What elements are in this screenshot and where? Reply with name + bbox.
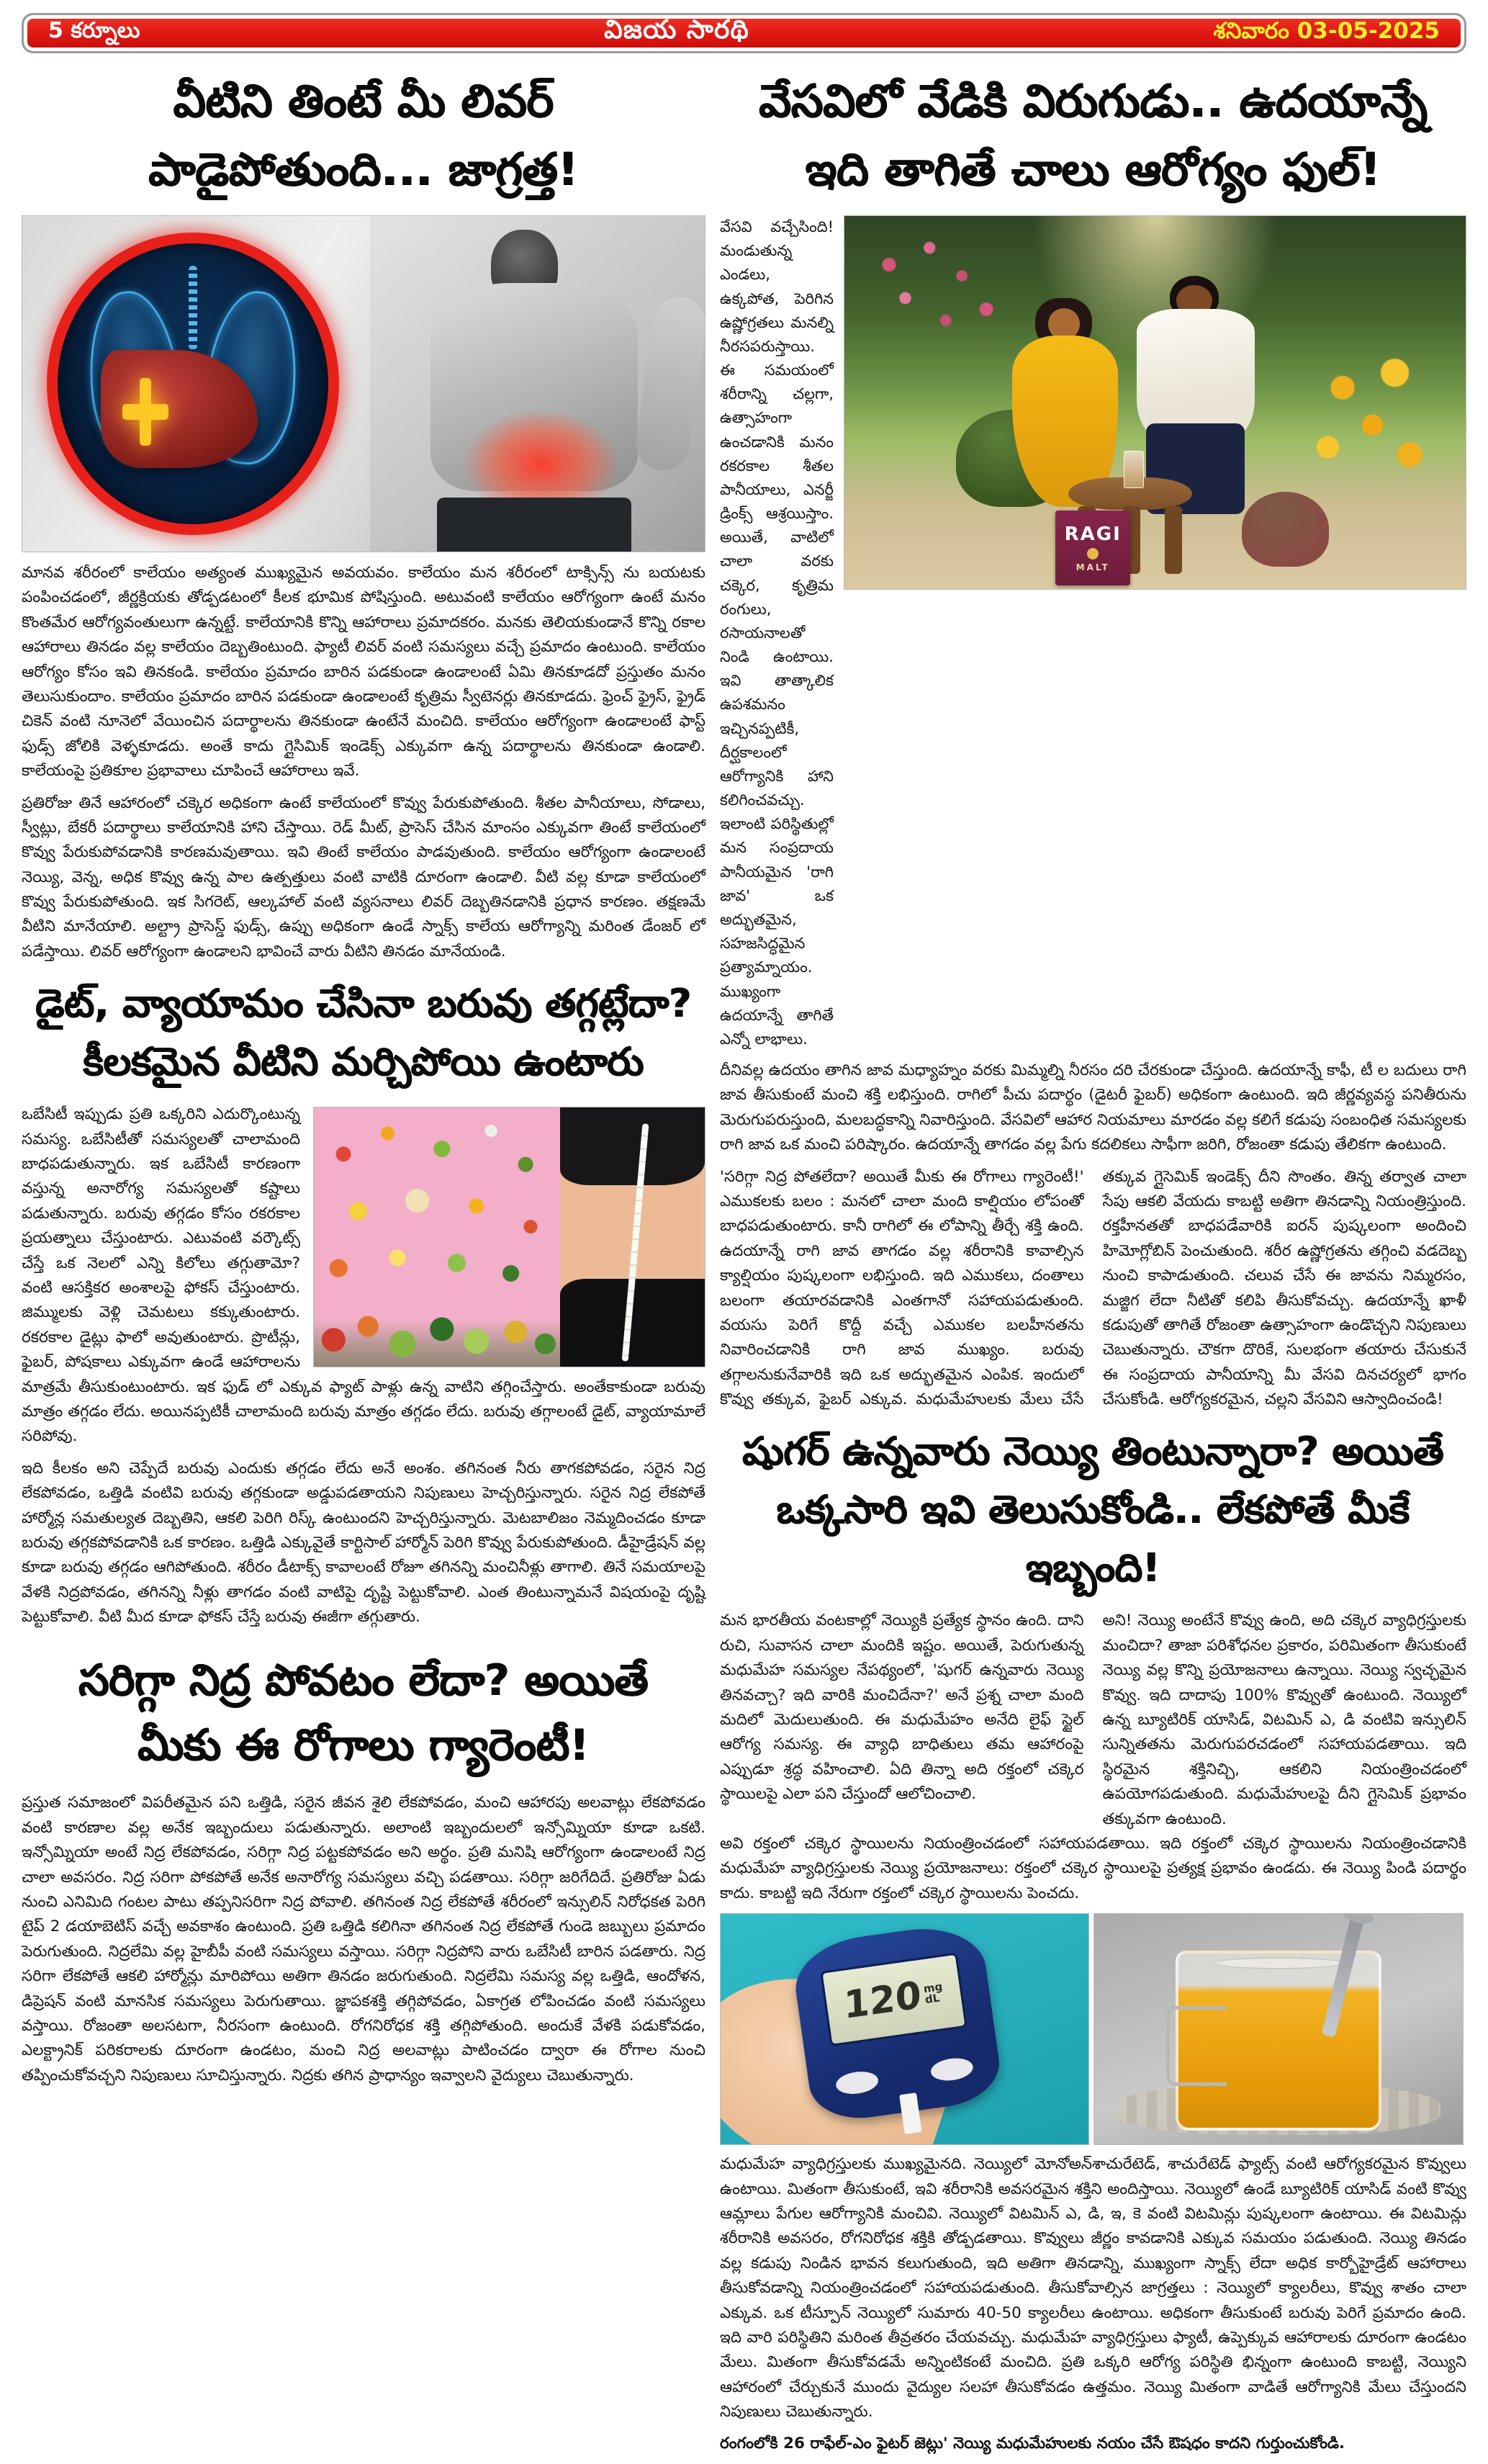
- packet-sub-text: MALT: [1076, 562, 1110, 573]
- ragi-headline-line2: ఇది తాగితే చాలు ఆరోగ్యం ఫుల్!: [805, 143, 1381, 196]
- sleep-headline-line1: సరిగ్గా నిద్ర పోవటం లేదా? అయితే: [78, 1655, 649, 1707]
- sleep-headline-line2: మీకు ఈ రోగాలు గ్యారెంటీ!: [137, 1720, 590, 1771]
- sugar-headline-line1: షుగర్ ఉన్నవారు నెయ్యి తింటున్నారా? అయితే: [742, 1429, 1444, 1475]
- sleep-body: ప్రస్తుత సమాజంలో విపరీతమైన పని ఒత్తిడి, సరైన జీవన శైలి లేకపోవడం, మంచి ఆహారపు అలవాట్లు లేకపోవడం వంటి కారణాల వల్ల అనేక ఇబ్బందులు పడుతున్నారు. అలాంటి ఇబ్బందులలో ఇన్సోమ్నియా కూడా ఒకటి. ఇన్సోమ్నియా అంటే నిద్ర లేకపోవడం, సరిగ్గా నిద్ర పట్టకపోవడం అని అర్థం. ప్రతి మనిషి ఆరోగ్యంగా ఉండాలంటే నిద్ర చాలా అవసరం. నిద్ర సరిగా పోకపోతే అనేక అనారోగ్య సమస్యలు వచ్చి పడతాయి. సరిగ్గా జరిగేదిదే. ప్రతిరోజు ఏడు నుంచి ఎనిమిది గంటల పాటు తప్పనిసరిగా నిద్ర పోవాలి. తగినంత నిద్ర లేకపోతే శరీరంలో ఇన్సులిన్ నిరోధకత పెరిగి టైప్ 2 డయాబెటిస్ వచ్చే అవకాశం ఉంటుంది. ప్రతి ఒత్తిడి కలిగినా తగినంత నిద్ర లేకపోతే గుండె జబ్బులు ప్రమాదం పెరుగుతుంది. నిద్రలేమి వల్ల హైబీపీ వంటి సమస్యలు వస్తాయి. సరిగ్గా నిద్రపోని వారు ఒబేసిటీ బారిన పడతారు. నిద్ర సరిగా లేకపోతే ఆకలి హార్మోన్లు మారిపోయి అతిగా తినడం జరుగుతుంది. నిద్రలేమి సమస్య వల్ల ఒత్తిడి, ఆందోళన, డిప్రెషన్ వంటి మానసిక సమస్యలు పెరుగుతాయి. జ్ఞాపకశక్తి తగ్గిపోవడం, ఏకాగ్రత లోపించడం వంటి సమస్యలు వస్తాయి. రోజంతా అలసటగా, నీరసంగా ఉంటుంది. రోగనిరోధక శక్తి తగ్గిపోతుంది. అందుకే వేళకి పడుకోవడం, ఎలక్ట్రానిక్ పరికరాలకు దూరంగా ఉండటం, మంచి నిద్ర అలవాట్లు పాటించడం ద్వారా ఈ రోగాల నుంచి తప్పించుకోవచ్చని నిపుణులు సూచిస్తున్నారు. నిద్రకు తగిన ప్రాధాన్యం ఇవ్వాలని వైద్యులు చెబుతున్నారు.: [22, 1794, 705, 2085]
- liver-illustration: [22, 216, 370, 552]
- sleep-headline: [22, 1648, 705, 1778]
- diet-headline: [22, 974, 705, 1091]
- ragi-malt-packet: [1055, 511, 1130, 585]
- sugar-intro-col2: అని! నెయ్యి అంటేనే కొవ్వు ఉంది, అది చక్కెర వ్యాధిగ్రస్తులకు మంచిదా? తాజా పరిశోధనల ప్రకారం, పరిమితంగా తీసుకుంటే నెయ్యి వల్ల కొన్ని ప్రయోజనాలు ఉన్నాయి. నెయ్యి స్వచ్ఛమైన కొవ్వు. ఇది దాదాపు 100% కొవ్వుతో ఉంటుంది. నెయ్యిలో ఉన్న బ్యూటిరిక్ యాసిడ్, విటమిన్ ఎ, డి వంటివి ఇన్సులిన్ సున్నితతను మెరుగుపరచడంలో సహాయపడతాయి. ఇది స్థిరమైన శక్తినిచ్చి, ఆకలిని నియంత్రించడంలో ఉపయోగపడుతుంది. మధుమేహులపై దీని గ్లైసెమిక్ ప్రభావం తక్కువగా ఉంటుంది.: [1102, 1611, 1466, 1828]
- man-stomach-pain-photo: [370, 216, 705, 552]
- liver-photo: [22, 215, 705, 552]
- man-shorts: [437, 498, 631, 552]
- masthead-bar: [22, 13, 1466, 53]
- liver-headline-line2: పాడైపోతుంది... జాగ్రత్త!: [148, 143, 579, 196]
- ragi-intro-column: వేసవి వచ్చేసింది! మండుతున్న ఎండలు, ఉక్కపోత, పెరిగిన ఉష్ణోగ్రతలు మనల్ని నీరసపరుస్తాయి. ఈ సమయంలో శరీరాన్ని చల్లగా, ఉత్సాహంగా ఉంచడానికి మనం రకరకాల శీతల పానీయాలు, ఎనర్జీ డ్రింక్స్ ఆశ్రయిస్తాం. అయితే, వాటిలో చాలా వరకు చక్కెర, కృత్రిమ రంగులు, రసాయనాలతో నిండి ఉంటాయి. ఇవి తాత్కాలిక ఉపశమనం ఇచ్చినప్పటికీ, దీర్ఘకాలంలో ఆరోగ్యానికి హాని కలిగించవచ్చు. ఇలాంటి పరిస్థితుల్లో మన సంప్రదాయ పానీయమైన 'రాగి జావ' ఒక అద్భుతమైన, సహజసిద్ధమైన ప్రత్యామ్నాయం. ముఖ్యంగా ఉదయాన్నే తాగితే ఎన్నో లాభాలు.: [720, 218, 834, 1048]
- trachea-icon: [189, 266, 197, 350]
- glucose-meter-screen: [821, 1952, 968, 2046]
- belly-fat-person: [560, 1107, 705, 1367]
- liver-body-2: ప్రతిరోజు తినే ఆహారంలో చక్కెర అధికంగా ఉంటే కాలేయంలో కొవ్వు పేరుకుపోతుంది. శీతల పానీయాలు, సోడాలు, స్వీట్లు, బేకరీ పదార్థాలు కాలేయానికి హాని చేస్తాయి. రెడ్ మీట్, ప్రాసెస్ చేసిన మాంసం ఎక్కువగా తింటే కాలేయంలో కొవ్వు పేరుకుపోవడానికి కారణమవుతాయి. ఇవి తింటే కాలేయం పాడవుతుంది. కాలేయం ఆరోగ్యంగా ఉండాలంటే నెయ్యి, వెన్న, అధిక కొవ్వు ఉన్న పాల ఉత్పత్తులు వంటి వాటికి దూరంగా ఉండాలి. వీటి వల్ల కూడా కాలేయంలో కొవ్వు పేరుకుపోతుంది. ఇక సిగరెట్, ఆల్కహాల్ వంటి వ్యసనాలు లివర్ దెబ్బతినడానికి ప్రధాన కారణం. తక్షణమే వీటిని మానేయాలి. అల్ట్రా ప్రాసెస్డ్ ఫుడ్స్, ఉప్పు అధికంగా ఉండే స్నాక్స్ కాలేయ ఆరోగ్యాన్ని మరింత డేంజర్ లో పడేస్తాయి. లివర్ ఆరోగ్యంగా ఉండాలని భావించే వారు వీటిని తినడం మానేయండి.: [22, 793, 705, 961]
- medical-cross-icon: [122, 378, 168, 445]
- ragi-body-1: దీనివల్ల ఉదయం తాగిన జావ మధ్యాహ్నం వరకు మిమ్మల్ని నీరసం దరి చేరకుండా చేస్తుంది. ఉదయాన్నే కాఫీ, టీ ల బదులు రాగి జావ తీసుకుంటే మంచి శక్తి లభిస్తుంది. రాగిలో పీచు పదార్థం (డైటరీ ఫైబర్) అధికంగా ఉంటుంది. ఇది జీర్ణవ్యవస్థ పనితీరును మెరుగుపరుస్తుంది, మలబద్ధకాన్ని నివారిస్తుంది. వేసవిలో ఆహార నియమాలు మారడం వల్ల కలిగే కడుపు సంబంధిత సమస్యలకు రాగి జావ ఒక మంచి పరిష్కారం. ఉదయాన్నే తాగడం వల్ల పేగు కదలికలు సాఫీగా జరిగి, రోజంతా కడుపు తేలికగా ఉంటుంది.: [720, 1061, 1466, 1154]
- right-column: [720, 63, 1466, 2464]
- sugar-body-1: అవి రక్తంలో చక్కెర స్థాయిలను నియంత్రించడంలో సహాయపడతాయి. ఇది రక్తంలో చక్కెర స్థాయిలను నియంత్రించడానికి మధుమేహ వ్యాధిగ్రస్తులకు నెయ్యి ప్రయోజనాలు: రక్తంలో చక్కెర స్థాయిలపై ప్రత్యక్ష ప్రభావం ఉండదు. ఈ నెయ్యి పిండి పదార్థం కాదు. కాబట్టి ఇది నేరుగా రక్తంలో చక్కెర స్థాయిలను పెంచదు.: [720, 1835, 1466, 1902]
- man-arm: [633, 294, 705, 474]
- jar-rim: [1214, 1957, 1343, 1969]
- meter-button-right: [930, 2056, 975, 2083]
- liver-headline-line1: వీటిని తింటే మీ లివర్: [173, 75, 554, 127]
- jar-clamp: [1166, 2006, 1226, 2086]
- liver-headline: [22, 68, 705, 204]
- black-top: [560, 1107, 705, 1185]
- sugar-tail-line: రంగంలోకి 26 రాఫేల్-ఎం ఫైటర్ జెట్లు' నెయ్యి మధుమేహులకు నయం చేసే ఔషధం కాదని గుర్తుంచుకోండి.: [720, 2434, 1345, 2453]
- ragi-body-2: 'సరిగ్గా నిద్ర పోతలేదా? అయితే మీకు ఈ రోగాలు గ్యారెంటీ!' ఎముకలకు బలం : మనలో చాలా మంది కాల్షియం లోపంతో బాధపడుతుంటారు. కానీ రాగిలో ఈ లోపాన్ని తీర్చే శక్తి ఉంది. ఉదయాన్నే రాగి జావ తాగడం వల్ల శరీరానికి కావాల్సిన క్యాల్షియం పుష్కలంగా లభిస్తుంది. ఇది ఎముకలు, దంతాలు బలంగా తయారవడానికి ఎంతగానో సహాయపడుతుంది. వయసు పెరిగే కొద్దీ వచ్చే ఎముకల బలహీనతను నివారించడానికి రాగి జావ ముఖ్యం. బరువు తగ్గాలనుకునేవారికి ఇది ఒక అద్భుతమైన ఎంపిక. ఇందులో కొవ్వు తక్కువ, ఫైబర్ ఎక్కువ. మధుమేహులకు మేలు చేసే తక్కువ గ్లైసెమిక్ ఇండెక్స్ దీని సొంతం. తిన్న తర్వాత చాలా సేపు ఆకలి వేయదు కాబట్టి అతిగా తినడాన్ని నియంత్రిస్తుంది. రక్తహీనతతో బాధపడేవారికి ఐరన్ పుష్కలంగా అందించి హిమోగ్లోబిన్ పెంచుతుంది. శరీర ఉష్ణోగ్రతను తగ్గించి వడదెబ్బ నుంచి కాపాడుతుంది. చలువ చేసే ఈ జావను నిమ్మరసం, మజ్జిగ లేదా నీటితో కలిపి తీసుకోవచ్చు. ఉదయాన్నే ఖాళీ కడుపుతో తాగితే రోజంతా ఉత్సాహంగా ఉండొచ్చని నిపుణులు చెబుతున్నారు. చౌకగా దొరికే, సులభంగా తయారు చేసుకునే ఈ సంప్రదాయ పానీయాన్ని మీ వేసవి దినచర్యలో భాగం చేసుకోండి. ఆరోగ్యకరమైన, చల్లని వేసవిని ఆస్వాదించండి!: [720, 1167, 1466, 1409]
- meter-button-left: [835, 2069, 880, 2096]
- edition-label: 5 కర్నూలు: [48, 18, 140, 43]
- spoon-icon: [1321, 1913, 1366, 2037]
- sugar-headline-line2: ఒక్కసారి ఇవి తెలుసుకోండి.. లేకపోతే మీకే ఇబ్బంది!: [777, 1487, 1410, 1591]
- publication-date: శనివారం 03-05-2025: [1213, 17, 1440, 44]
- red-oval-ring: [47, 233, 339, 534]
- article-liver: [22, 68, 705, 964]
- left-column: [22, 63, 705, 2464]
- yellow-flowers: [1298, 358, 1447, 507]
- glucose-meter-device: [790, 1920, 1004, 2124]
- ghee-jar-photo: [1094, 1913, 1463, 2145]
- sugar-intro-columns: [720, 1609, 1466, 1832]
- diet-body-2: ఇది కీలకం అని చెప్పేదే బరువు ఎందుకు తగ్గడం లేదు అనే అంశం. తగినంత నీరు తాగకపోవడం, సరైన నిద్ర లేకపోవడం, ఒత్తిడి వంటివి బరువు తగ్గకుండా అడ్డుపడతాయని నిపుణులు హెచ్చరిస్తున్నారు. సరైన నిద్ర లేకపోతే హార్మోన్ల సమతుల్యత దెబ్బతిని, ఆకలి పెరిగి రిస్క్ ఉంటుందని హెచ్చరిస్తున్నారు. మెటబాలిజం నెమ్మదించడం కూడా బరువు తగ్గకపోవడానికి ఒక కారణం. ఒత్తిడి ఎక్కువైతే కార్టిసాల్ హార్మోన్ పెరిగి కొవ్వు పేరుకుపోతుంది. డీహైడ్రేషన్ వల్ల కూడా బరువు తగ్గడం ఆగిపోతుంది. శరీరం డీటాక్స్ కావాలంటే రోజూ తగినన్ని మంచినీళ్లు తాగాలి. తినే సమయాలపై వేళకి నిద్రపోవడం, తగినన్ని నీళ్లు తాగడం వంటి వాటిపై దృష్టి పెట్టుకోవాలి. ఎంత తింటున్నామనే విషయంపై దృష్టి పెట్టుకోవాలి. వీటి మీద కూడా ఫోకస్ చేస్తే బరువు ఈజీగా తగ్గుతారు.: [22, 1459, 705, 1627]
- couple-garden-photo: [844, 215, 1466, 590]
- liver-body-1: మానవ శరీరంలో కాలేయం అత్యంత ముఖ్యమైన అవయవం. కాలేయం మన శరీరంలో టాక్సిన్స్ ను బయటకు పంపించడంలో, జీర్ణక్రియకు తోడ్పడటంలో కీలక భూమిక పోషిస్తుంది. అటువంటి కాలేయం ఆరోగ్యంగా ఉంటే మనం కొంతమేర ఆరోగ్యవంతులుగా ఉన్నట్టే. కాలేయానికి కొన్ని ఆహారాలు ప్రమాదకరం. మనకు తెలియకుండానే కొన్ని రకాల ఆహారాలు తినడం వల్ల కాలేయం దెబ్బతింటుంది. ఫ్యాటీ లివర్ వంటి సమస్యలు వచ్చే ప్రమాదం ఉంటుంది. కాలేయం ఆరోగ్యం కోసం ఇవి తినకండి. కాలేయం ప్రమాదం బారిన పడకుండా ఉండాలంటే ఏమి తినకూడదో ప్రస్తుతం మనం తెలుసుకుందాం. కాలేయం ప్రమాదం బారిన పడకుండా ఉండాలంటే కృత్రిమ స్వీటెనర్లు తినకూడదు. ఫ్రెంచ్ ఫ్రైస్, ఫ్రైడ్ చికెన్ వంటి నూనెలో వేయించిన పదార్థాలను తినకుండా ఉంటేనే మంచిది. కాలేయం ఆరోగ్యంగా ఉండాలంటే ఫాస్ట్ ఫుడ్స్ జోలికి వెళ్ళకూడదు. అంతే కాదు గ్లైసిమిక్ ఇండెక్స్ ఎక్కువగా ఉన్న పదార్థాలను తినకుండా ఉండాలి. కాలేయంపై ప్రతికూల ప్రభావాలు చూపించే ఆహారాలు ఇవే.: [22, 564, 705, 781]
- diet-food-photo: [313, 1107, 705, 1367]
- article-ragi: [720, 68, 1466, 1412]
- woman-yellow-dress: [1012, 298, 1118, 507]
- glucose-unit: mg dL: [923, 1979, 944, 2007]
- diet-headline-line1: డైట్, వ్యాయామం చేసినా బరువు తగ్గట్లేదా?: [35, 981, 692, 1027]
- ragi-headline: [720, 68, 1466, 204]
- article-sugar-ghee: [720, 1422, 1466, 2456]
- paper-title: విజయ సారథి: [604, 15, 749, 45]
- pink-flowers: [857, 231, 1018, 343]
- packet-brand-text: RAGI: [1064, 523, 1122, 546]
- vegetables-band: [314, 1300, 560, 1367]
- ghee-jar: [1176, 1951, 1381, 2131]
- sugar-headline: [720, 1422, 1466, 1597]
- sugar-intro-col1: మన భారతీయ వంటకాల్లో నెయ్యికి ప్రత్యేక స్థానం ఉంది. దాని రుచి, సువాసన చాలా మందికి ఇష్టం. అయితే, పెరుగుతున్న మధుమేహ సమస్యల నేపథ్యంలో, 'షుగర్ ఉన్నవారు నెయ్యి తినవచ్చా? ఇది వారికి మంచిదేనా?' అనే ప్రశ్న చాలా మంది మదిలో మెదులుతుంది. ఈ మధుమేహం అనేది లైఫ్ స్టైల్ ఆరోగ్య సమస్య. ఈ వ్యాధి బాధితులు తమ ఆహారంపై ఎప్పుడూ శ్రద్ధ వహించాలి. ఏది తిన్నా అది రక్తంలో చక్కెర స్థాయిలపై ఎలా పని చేస్తుందో ఆలోచించాలి.: [720, 1611, 1084, 1804]
- flower-pot: [1242, 492, 1329, 567]
- article-diet: [22, 974, 705, 1637]
- diet-body-1: ఒబేసిటీ ఇప్పుడు ప్రతి ఒక్కరిని ఎదుర్కొంటున్న సమస్య. ఒబేసిటీతో సమస్యలతో చాలామంది బాధపడుతున్నారు. ఇక ఒబేసిటీ కారణంగా వస్తున్న అనారోగ్య సమస్యలతో కష్టాలు పడుతున్నారు. బరువు తగ్గడం కోసం రకరకాల ప్రయత్నాలు చేస్తుంటారు. ఎటువంటి వర్కౌట్స్ చేస్తే ఒక నెలలో ఎన్ని కిలోలు తగ్గుతామో? వంటి ఆసక్తికర అంశాలపై ఫోకస్ చేస్తుంటారు. జిమ్ములకు వెళ్లి చెమటలు కక్కుతుంటారు. రకరకాల డైట్లు ఫాలో అవుతుంటారు. ప్రొటీన్లు, ఫైబర్, పోషకాలు ఎక్కువగా ఉండే ఆహారాలను మాత్రమే తీసుకుంటుంటారు. ఇక ఫుడ్ లో ఎక్కువ ఫ్యాట్ పాళ్లు ఉన్న వాటిని తగ్గించేస్తారు. అంతేకాకుండా బరువు మాత్రం తగ్గడం లేదు. అయినప్పటికీ చాలామంది బరువు మాత్రం తగ్గడం లేదు. బరువు తగ్గాలంటే డైట్, వ్యాయామాలే సరిపోవు.: [22, 1105, 705, 1446]
- article-sleep: [22, 1648, 705, 2088]
- ragi-java-glass: [1124, 451, 1144, 488]
- glucose-reading: 120: [844, 1973, 923, 2028]
- sugar-body-2: మధుమేహ వ్యాధిగ్రస్తులకు ముఖ్యమైనది. నెయ్యిలో మోనోఅన్‌శాచురేటెడ్, శాచురేటెడ్ ఫ్యాట్స్ వంటి ఆరోగ్యకరమైన కొవ్వులు ఉంటాయి. మితంగా తీసుకుంటే, ఇవి శరీరానికి అవసరమైన శక్తిని అందిస్తాయి. నెయ్యిలో ఉండే బ్యూటిరిక్ యాసిడ్ వంటి కొవ్వు ఆమ్లాలు పేగుల ఆరోగ్యానికి మంచివి. నెయ్యిలో విటమిన్ ఎ, డి, ఇ, కె వంటి విటమిన్లు పుష్కలంగా ఉంటాయి. ఈ విటమిన్లు శరీరానికి అవసరం, రోగనిరోధక శక్తికి తోడ్పడతాయి. కొవ్వులు జీర్ణం కావడానికి ఎక్కువ సమయం పడుతుంది. నెయ్యి తినడం వల్ల కడుపు నిండిన భావన కలుగుతుంది, ఇది అతిగా తినడాన్ని, ముఖ్యంగా స్నాక్స్ లేదా అధిక కార్బోహైడ్రేట్ ఆహారాలు తీసుకోవడాన్ని నియంత్రించడంలో సహాయపడుతుంది. తీసుకోవాల్సిన జాగ్రత్తలు : నెయ్యిలో క్యాలరీలు, కొవ్వు శాతం చాలా ఎక్కువ. ఒక టీస్పూన్ నెయ్యిలో సుమారు 40-50 క్యాలరీలు ఉంటాయి. అధికంగా తీసుకుంటే బరువు పెరిగే ప్రమాదం ఉంది. ఇది వారి పరిస్థితిని మరింత తీవ్రతరం చేయవచ్చు. మధుమేహ వ్యాధిగ్రస్తులు ఫ్యాటీ, ఉప్పెక్కువ ఆహారాలకు దూరంగా ఉండటం మేలు. మితంగా తీసుకోవడమే అన్నింటికంటే మంచిది. ప్రతి ఒక్కరి ఆరోగ్య పరిస్థితి భిన్నంగా ఉంటుంది కాబట్టి, నెయ్యిని ఆహారంలో చేర్చుకునే ముందు వైద్యుల సలహా తీసుకోవడం ఉత్తమం. నెయ్యి మితంగా వాడితే ఆరోగ్యానికి మేలు చేస్తుందని నిపుణులు చెబుతున్నారు.: [720, 2155, 1467, 2422]
- diet-headline-line2: కీలకమైన వీటిని మర్చిపోయి ఉంటారు: [83, 1039, 644, 1085]
- packet-seal-icon: [1087, 548, 1099, 559]
- ragi-headline-line1: వేసవిలో వేడికి విరుగుడు.. ఉదయాన్నే: [759, 75, 1428, 127]
- glucose-meter-photo: [720, 1913, 1089, 2145]
